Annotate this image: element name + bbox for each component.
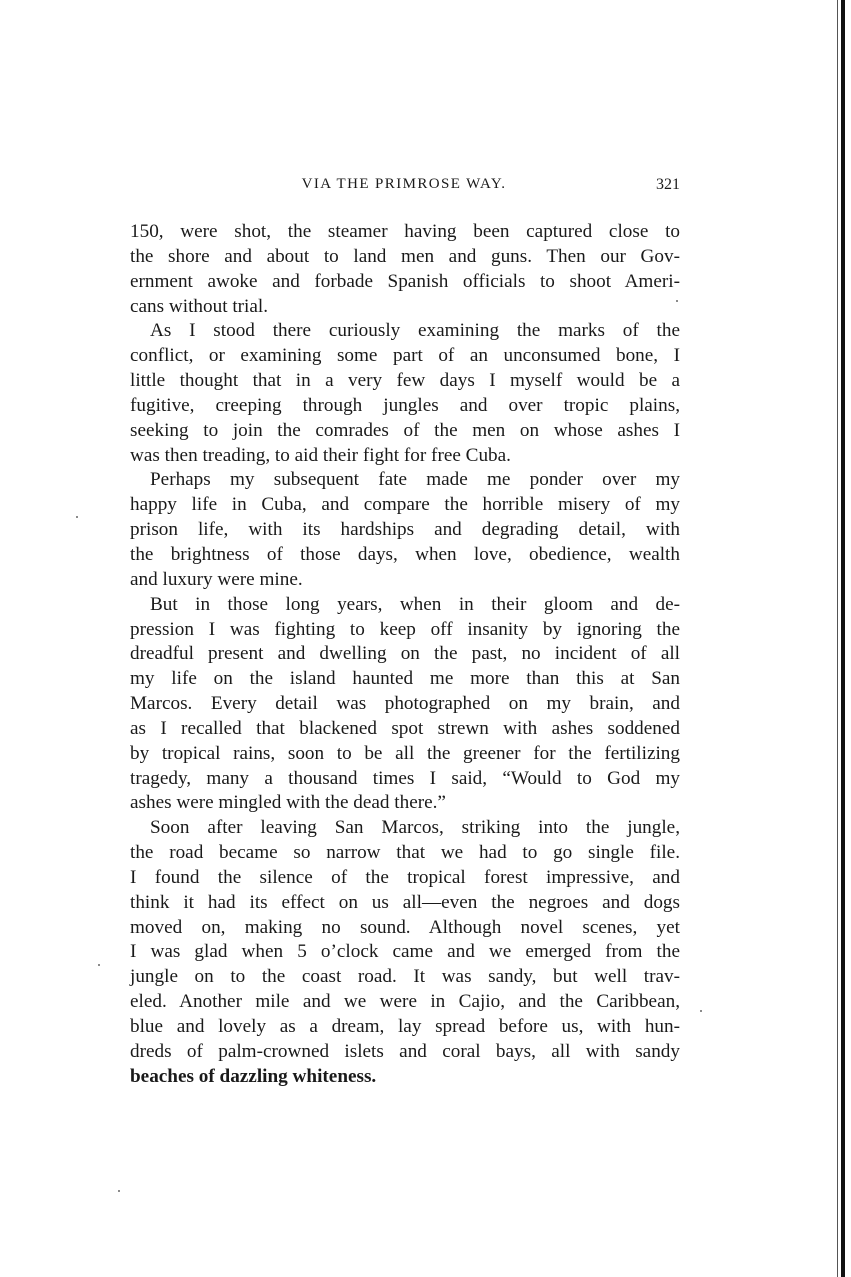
scan-speck xyxy=(98,964,100,966)
text-line: ashes were mingled with the dead there.” xyxy=(130,792,446,814)
running-title: VIA THE PRIMROSE WAY. xyxy=(301,176,507,192)
text-line: prison life, with its hardships and degrading detail, with xyxy=(130,519,680,541)
text-line: Marcos. Every detail was photographed on my brain, and xyxy=(130,693,680,715)
scan-speck xyxy=(76,516,78,518)
text-line: I was glad when 5 o’clock came and we emerged from the xyxy=(130,941,680,963)
text-line: happy life in Cuba, and compare the horrible misery of my xyxy=(130,494,680,516)
text-line: beaches of dazzling whiteness. xyxy=(130,1065,377,1087)
text-line: tragedy, many a thousand times I said, “Would to God my xyxy=(130,767,680,789)
text-line: conflict, or examining some part of an unconsumed bone, I xyxy=(130,345,680,367)
text-line: the road became so narrow that we had to go single file. xyxy=(130,842,680,864)
text-line: think it had its effect on us all—even the negroes and dogs xyxy=(130,891,680,913)
text-line: seeking to join the comrades of the men on whose ashes I xyxy=(130,419,680,441)
text-line: my life on the island haunted me more than this at San xyxy=(130,668,680,690)
body-text xyxy=(130,220,680,1090)
text-line: cans without trial. xyxy=(130,295,269,317)
text-line: the brightness of those days, when love, obedience, wealth xyxy=(130,543,680,565)
text-line: by tropical rains, soon to be all the greener for the fertilizing xyxy=(130,742,680,764)
scan-speck xyxy=(118,1190,120,1192)
text-line: dreds of palm-crowned islets and coral bays, all with sandy xyxy=(130,1040,680,1062)
running-header xyxy=(128,176,680,198)
text-line: But in those long years, when in their gloom and de- xyxy=(150,593,680,615)
text-line: was then treading, to aid their fight for free Cuba. xyxy=(130,444,511,466)
text-line: moved on, making no sound. Although novel scenes, yet xyxy=(130,916,680,938)
text-line: Soon after leaving San Marcos, striking into the jungle, xyxy=(150,817,680,839)
scan-speck xyxy=(676,300,678,302)
text-line: ernment awoke and forbade Spanish officials to shoot Ameri- xyxy=(130,270,680,292)
text-line: As I stood there curiously examining the marks of the xyxy=(150,320,680,342)
text-line: as I recalled that blackened spot strewn with ashes soddened xyxy=(130,717,680,739)
text-line: dreadful present and dwelling on the past, no incident of all xyxy=(130,643,680,665)
text-line: I found the silence of the tropical forest impressive, and xyxy=(130,866,680,888)
text-line: jungle on to the coast road. It was sandy, but well trav- xyxy=(130,966,680,988)
text-line: eled. Another mile and we were in Cajio, and the Caribbean, xyxy=(130,991,680,1013)
binding-edge xyxy=(841,0,845,1277)
text-line: fugitive, creeping through jungles and over tropic plains, xyxy=(130,394,680,416)
page-number: 321 xyxy=(656,176,680,193)
text-line: 150, were shot, the steamer having been captured close to xyxy=(130,221,680,242)
text-line: blue and lovely as a dream, lay spread before us, with hun- xyxy=(130,1016,680,1037)
text-line: pression I was fighting to keep off insanity by ignoring the xyxy=(130,618,680,640)
binding-shadow xyxy=(837,0,838,1277)
text-line: Perhaps my subsequent fate made me ponder over my xyxy=(150,469,680,491)
scan-speck xyxy=(700,1010,702,1012)
text-line: little thought that in a very few days I myself would be a xyxy=(130,370,680,392)
text-line: the shore and about to land men and guns. Then our Gov- xyxy=(130,245,680,267)
text-line: and luxury were mine. xyxy=(130,568,303,590)
